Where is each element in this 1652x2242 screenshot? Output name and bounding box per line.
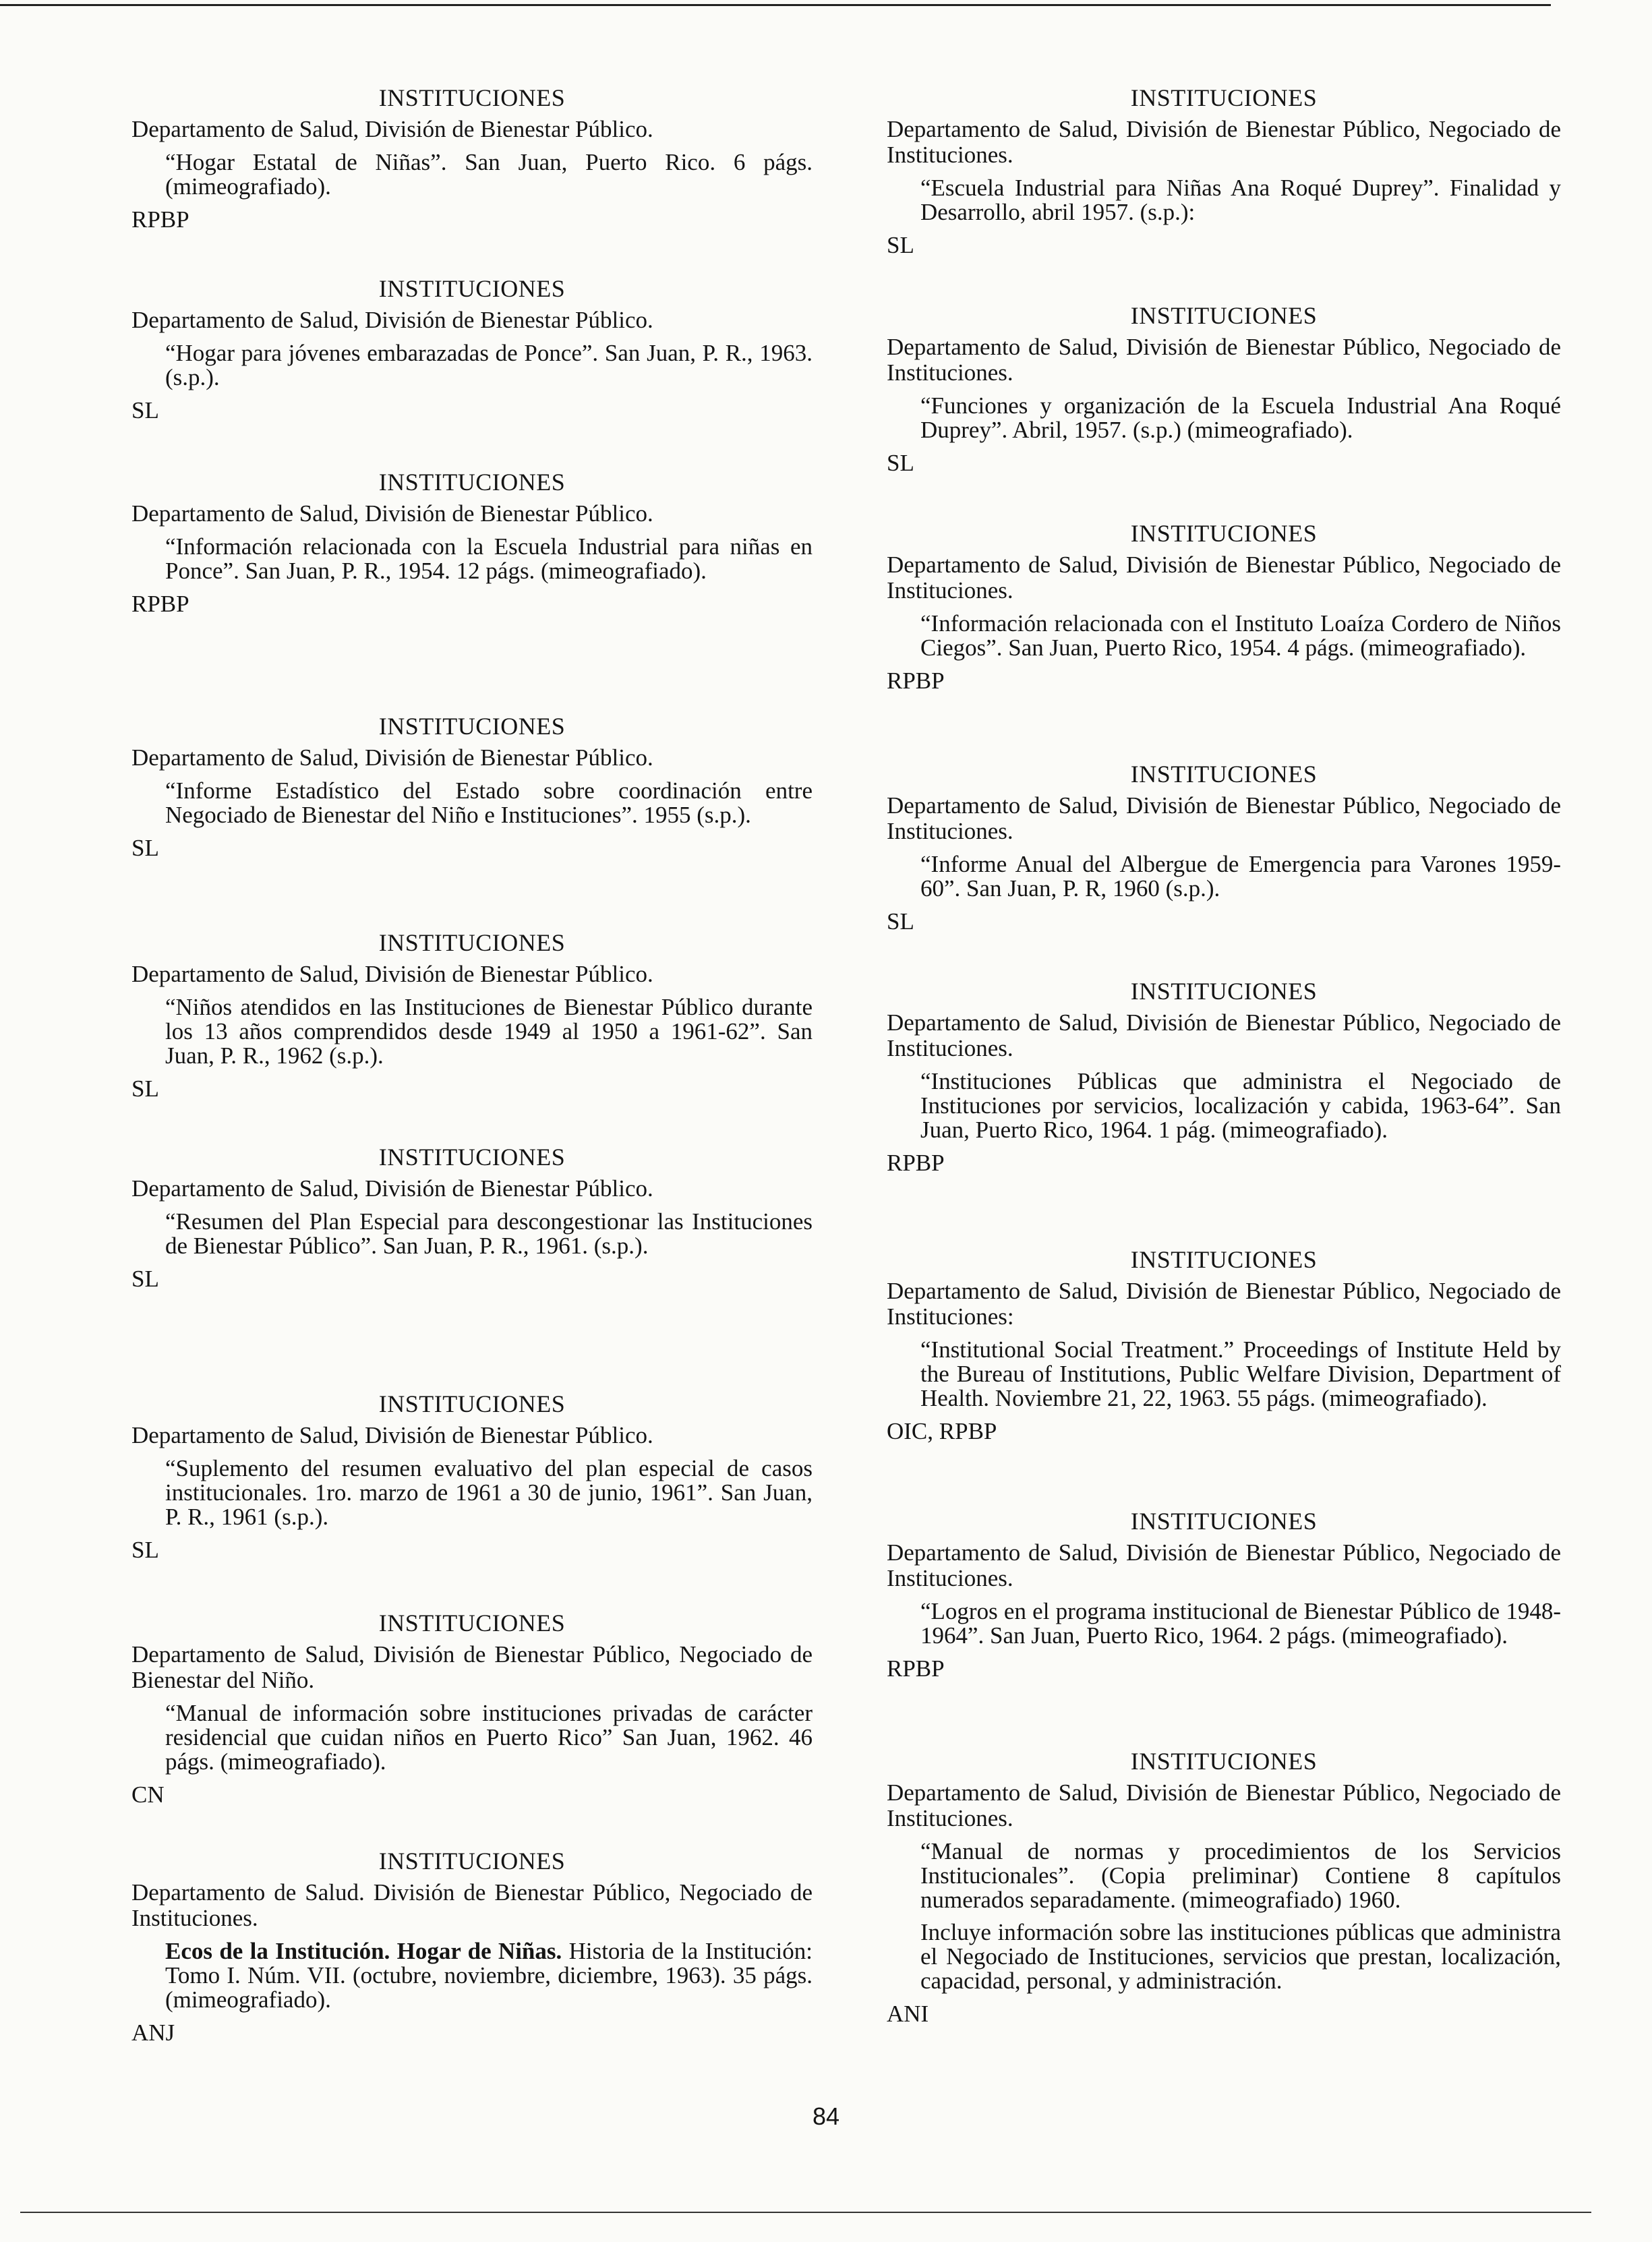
entry-location-code: SL	[131, 1075, 159, 1102]
entry-heading: INSTITUCIONES	[1130, 1748, 1318, 1775]
entry-location-code: CN	[131, 1781, 165, 1808]
entry-heading: INSTITUCIONES	[1130, 84, 1318, 111]
bibliography-entry	[887, 84, 1561, 258]
bibliography-entry	[887, 978, 1561, 1176]
entry-description: “Suplemento del resumen evaluativo del plan especial de casos institucionales. 1ro. marzo de 1961 a 30 de junio, 1961”. San Juan, P. R., 1961 (s.p.).	[165, 1455, 813, 1530]
entry-heading: INSTITUCIONES	[1130, 520, 1318, 547]
entry-heading: INSTITUCIONES	[1130, 1508, 1318, 1535]
entry-location-code: ANJ	[131, 2019, 175, 2046]
entry-description: “Informe Anual del Albergue de Emergencia para Varones 1959-60”. San Juan, P. R, 1960 (s.p.).	[920, 851, 1561, 902]
bibliography-entry	[131, 929, 813, 1102]
entry-heading: INSTITUCIONES	[378, 469, 566, 496]
entry-location-code: SL	[131, 1537, 159, 1563]
entry-description: “Logros en el programa institucional de Bienestar Público de 1948-1964”. San Juan, Puerto Rico, 1964. 2 págs. (mimeografiado).	[920, 1598, 1561, 1649]
entry-author: Departamento de Salud, División de Bienestar Público.	[131, 116, 653, 142]
bibliography-entry	[131, 469, 813, 617]
entry-description: “Hogar para jóvenes embarazadas de Ponce”. San Juan, P. R., 1963. (s.p.).	[165, 340, 813, 390]
entry-description: “Hogar Estatal de Niñas”. San Juan, Puerto Rico. 6 págs. (mimeografiado).	[165, 149, 813, 200]
entry-heading: INSTITUCIONES	[1130, 978, 1318, 1005]
bottom-rule	[20, 2212, 1591, 2213]
entry-author: Departamento de Salud, División de Bienestar Público.	[131, 961, 653, 987]
entry-description: “Manual de normas y procedimientos de los Servicios Institucionales”. (Copia preliminar) Contiene 8 capítulos numerados separadamente. (mimeografiado) 1960.	[920, 1838, 1561, 1913]
bibliography-entry	[887, 761, 1561, 935]
entry-author: Departamento de Salud, División de Bienestar Público, Negociado de Bienestar del Niño.	[131, 1641, 813, 1693]
entry-location-code: OIC, RPBP	[887, 1418, 997, 1444]
bibliography-entry	[887, 520, 1561, 694]
entry-location-code: SL	[887, 450, 914, 476]
entry-heading: INSTITUCIONES	[378, 929, 566, 956]
entry-heading: INSTITUCIONES	[1130, 302, 1318, 329]
entry-location-code: RPBP	[131, 206, 189, 233]
bibliography-entry	[131, 713, 813, 861]
entry-description: “Escuela Industrial para Niñas Ana Roqué Duprey”. Finalidad y Desarrollo, abril 1957. (s.p.):	[920, 175, 1561, 225]
entry-heading: INSTITUCIONES	[378, 713, 566, 740]
entry-author: Departamento de Salud, División de Bienestar Público, Negociado de Instituciones:	[887, 1278, 1561, 1330]
entry-heading: INSTITUCIONES	[378, 84, 566, 111]
entry-author: Departamento de Salud, División de Bienestar Público, Negociado de Instituciones.	[887, 116, 1561, 168]
entry-location-code: ANI	[887, 2001, 929, 2027]
bibliography-entry	[887, 1748, 1561, 2027]
entry-location-code: SL	[131, 397, 159, 423]
entry-heading: INSTITUCIONES	[1130, 1246, 1318, 1273]
bibliography-entry	[887, 302, 1561, 476]
entry-description: “Información relacionada con la Escuela Industrial para niñas en Ponce”. San Juan, P. R., 1954. 12 págs. (mimeografiado).	[165, 533, 813, 584]
page-number: 84	[812, 2102, 840, 2130]
bibliography-entry	[887, 1508, 1561, 1682]
entry-description: “Informe Estadístico del Estado sobre coordinación entre Negociado de Bienestar del Niño e Instituciones”. 1955 (s.p.).	[165, 777, 813, 828]
entry-author: Departamento de Salud, División de Bienestar Público.	[131, 307, 653, 333]
entry-description: “Funciones y organización de la Escuela Industrial Ana Roqué Duprey”. Abril, 1957. (s.p.) (mimeografiado).	[920, 392, 1561, 443]
entry-description: “Información relacionada con el Instituto Loaíza Cordero de Niños Ciegos”. San Juan, Puerto Rico, 1954. 4 págs. (mimeografiado).	[920, 610, 1561, 661]
entry-author: Departamento de Salud. División de Bienestar Público, Negociado de Instituciones.	[131, 1879, 813, 1931]
entry-description: “Institutional Social Treatment.” Proceedings of Institute Held by the Bureau of Institutions, Public Welfare Division, Department of Health. Noviembre 21, 22, 1963. 55 págs. (mimeografiado).	[920, 1336, 1561, 1411]
bibliography-entry	[131, 84, 813, 233]
entry-author: Departamento de Salud, División de Bienestar Público, Negociado de Instituciones.	[887, 334, 1561, 386]
entry-heading: INSTITUCIONES	[378, 1848, 566, 1875]
entry-author: Departamento de Salud, División de Bienestar Público, Negociado de Instituciones.	[887, 792, 1561, 844]
entry-description-extra: Incluye información sobre las instituciones públicas que administra el Negociado de Instituciones, servicios que prestan, localización, capacidad, personal, y administración.	[920, 1919, 1561, 1994]
entry-location-code: RPBP	[887, 1150, 945, 1176]
bibliography-entry	[887, 1246, 1561, 1444]
entry-location-code: RPBP	[887, 668, 945, 694]
entry-description	[131, 1939, 813, 2012]
entry-description: “Niños atendidos en las Instituciones de Bienestar Público durante los 13 años comprendidos desde 1949 al 1950 a 1961-62”. San Juan, P. R., 1962 (s.p.).	[165, 994, 813, 1069]
entry-location-code: SL	[887, 232, 914, 258]
entry-author: Departamento de Salud, División de Bienestar Público.	[131, 500, 653, 527]
entry-location-code: SL	[131, 835, 159, 861]
entry-location-code: SL	[131, 1266, 159, 1292]
entry-description-text: Historia de la Institución: Tomo I. Núm. VII. (octubre, noviembre, diciembre, 1963). 35 págs. (mimeografiado).	[165, 1938, 813, 2013]
entry-title-bold: Ecos de la Institución. Hogar de Niñas.	[165, 1938, 562, 1964]
entry-heading: INSTITUCIONES	[378, 1610, 566, 1636]
entry-author: Departamento de Salud, División de Bienestar Público, Negociado de Instituciones.	[887, 552, 1561, 603]
entry-author: Departamento de Salud, División de Bienestar Público.	[131, 1175, 653, 1202]
entry-author: Departamento de Salud, División de Bienestar Público.	[131, 744, 653, 771]
entry-heading: INSTITUCIONES	[378, 275, 566, 302]
entry-author: Departamento de Salud, División de Bienestar Público, Negociado de Instituciones.	[887, 1009, 1561, 1061]
entry-author: Departamento de Salud, División de Bienestar Público, Negociado de Instituciones.	[887, 1779, 1561, 1831]
entry-location-code: RPBP	[131, 591, 189, 617]
entry-description: “Instituciones Públicas que administra el Negociado de Instituciones por servicios, localización y cabida, 1963-64”. San Juan, Puerto Rico, 1964. 1 pág. (mimeografiado).	[920, 1068, 1561, 1143]
entry-description: “Resumen del Plan Especial para descongestionar las Instituciones de Bienestar Público”. San Juan, P. R., 1961. (s.p.).	[165, 1208, 813, 1259]
entry-location-code: RPBP	[887, 1655, 945, 1682]
bibliography-entry	[131, 1390, 813, 1563]
bibliography-entry	[131, 1144, 813, 1292]
entry-heading: INSTITUCIONES	[378, 1390, 566, 1417]
bibliography-entry	[131, 1848, 813, 2046]
entry-author: Departamento de Salud, División de Bienestar Público.	[131, 1422, 653, 1448]
entry-description: “Manual de información sobre instituciones privadas de carácter residencial que cuidan niños en Puerto Rico” San Juan, 1962. 46 págs. (mimeografiado).	[165, 1700, 813, 1775]
entry-heading: INSTITUCIONES	[1130, 761, 1318, 788]
entry-location-code: SL	[887, 908, 914, 935]
top-rule	[0, 4, 1551, 6]
entry-author: Departamento de Salud, División de Bienestar Público, Negociado de Instituciones.	[887, 1539, 1561, 1591]
entry-heading: INSTITUCIONES	[378, 1144, 566, 1171]
bibliography-entry	[131, 275, 813, 423]
bibliography-entry	[131, 1610, 813, 1808]
